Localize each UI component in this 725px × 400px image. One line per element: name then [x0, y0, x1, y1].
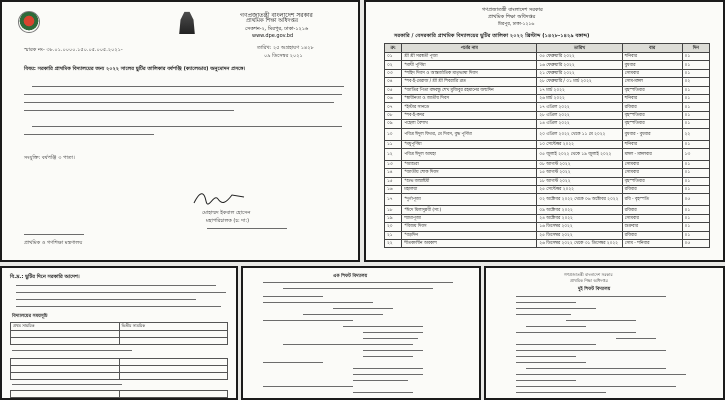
table-cell: ২০ এপ্রিল ২০২২ থেকে ১১ মে ২০২২: [537, 128, 622, 140]
table-row: [385, 140, 710, 148]
table-cell: ২৬ ডিসেম্বর ২০২২ থেকে ৩১ ডিসেম্বর ২০২২: [537, 240, 622, 248]
table-cell: ০৫: [385, 86, 402, 94]
document-page-holiday-table: [364, 0, 725, 262]
table-cell: ২৬ মার্চ ২০২২: [537, 94, 622, 102]
table-cell: ২৪ অক্টোবর ২০২২: [537, 214, 622, 222]
attachment-note: সংযুক্তি: বর্ষপঞ্জি ৩ পাতা।: [24, 155, 75, 161]
table-cell: ১৭: [385, 194, 402, 206]
table-row: [385, 240, 710, 248]
table-cell: মহালয়া: [402, 186, 537, 194]
schedule-table: [10, 322, 228, 345]
table-header-line-2: প্রাথমিক শিক্ষা অধিদপ্তর: [488, 14, 536, 20]
table-row: [385, 120, 710, 128]
table-cell: *শব-ই-কদর: [402, 111, 537, 119]
table-cell: ২২: [682, 128, 709, 140]
table-cell: ১৬: [385, 186, 402, 194]
memo-number: স্মারক নং- ৩৮.০১.০০০০.১৫০.০৫.০০৫.২০২১-: [24, 47, 123, 53]
table-cell: ০১: [682, 177, 709, 185]
table-cell: ১৬ ডিসেম্বর ২০২২: [537, 223, 622, 231]
table-cell: শনিবার: [622, 53, 682, 61]
table-cell: ১০ সেপ্টেম্বর ২০২২: [537, 140, 622, 148]
table-row: [385, 160, 710, 168]
table-cell: *দুর্গাপূজা: [402, 194, 537, 206]
table-cell: ০২: [682, 78, 709, 86]
table-cell: সোমবার: [622, 160, 682, 168]
table-cell: ০২: [385, 61, 402, 69]
table-cell: ০১: [682, 140, 709, 148]
table-cell: ১১: [385, 140, 402, 148]
table-cell: ২২: [385, 240, 402, 248]
table-cell: ০১: [682, 214, 709, 222]
table-cell: ০৪: [385, 78, 402, 86]
table-row: [385, 169, 710, 177]
date-line: তারিখ: ২৫ অগ্রহায়ণ ১৪২৮: [257, 45, 314, 51]
table-cell: পহেলা বৈশাখ: [402, 120, 537, 128]
signature-icon: [192, 189, 247, 207]
subject-line: বিষয়: সরকারি প্রাথমিক বিদ্যালয়ের জন্য ২০২২ সালের ছুটির তালিকার বর্ষপঞ্জি (ক্যালেন্ডার) অনুমোদন প্রসঙ্গে।: [24, 66, 246, 72]
exam-heading: এক শিফট বিদ্যালয়: [333, 274, 368, 279]
schedule-section: বিদ্যালয়ের সময়সূচি: [12, 314, 48, 319]
table-cell: শ্রী শ্রী সরস্বতী পূজা: [402, 53, 537, 61]
table-cell: ০৩: [385, 69, 402, 77]
table-cell: ১৮ আগস্ট ২০২২: [537, 177, 622, 185]
table-cell: ১০: [385, 128, 402, 140]
table-cell: ২৫ সেপ্টেম্বর ২০২২: [537, 186, 622, 194]
table-cell: ০৮ আগস্ট ২০২২: [537, 160, 622, 168]
table-cell: বৃহস্পতিবার: [622, 120, 682, 128]
table-row: [385, 61, 710, 69]
table-row: [385, 69, 710, 77]
table-cell: ০১: [682, 206, 709, 214]
table-cell: ১৪: [385, 169, 402, 177]
table-cell: ১৪ এপ্রিল ২০২২: [537, 120, 622, 128]
table-cell: *জাতির পিতা বঙ্গবন্ধু শেখ মুজিবুর রহমানের জন্মদিন: [402, 86, 537, 94]
table-cell: পবিত্র ঈদুল আযহা: [402, 148, 537, 160]
two-shift-header-1: গণপ্রজাতন্ত্রী বাংলাদেশ সরকার: [564, 272, 613, 277]
table-cell: শীতকালীন অবকাশ: [402, 240, 537, 248]
table-cell: ২৮ ফেব্রুয়ারি / ০১ মার্চ ২০২২: [537, 78, 622, 86]
signature-name: মোহাম্মদ ইকবাল হোসেন: [202, 210, 251, 216]
table-cell: ০১: [682, 186, 709, 194]
table-row: [385, 148, 710, 160]
two-shift-heading: দুই শিফট বিদ্যালয়: [578, 287, 611, 292]
table-row: [385, 214, 710, 222]
table-cell: ০৮: [385, 111, 402, 119]
table-cell: ০১: [682, 223, 709, 231]
table-cell: রবি - বৃহস্পতি: [622, 194, 682, 206]
table-cell: ০২ অক্টোবর ২০২২ থেকে ০৬ অক্টোবর ২০২২: [537, 194, 622, 206]
table-cell: ১৫: [385, 177, 402, 185]
table-cell: দ্বিতীয় সাময়িক: [119, 323, 228, 331]
table-cell: সোম - শনিবার: [622, 240, 682, 248]
column-header: বার: [622, 44, 682, 53]
table-cell: ০১: [682, 69, 709, 77]
letter-website: www.dpe.gov.bd: [252, 33, 294, 39]
table-cell: ১৩: [385, 160, 402, 168]
column-header: ক্র:: [385, 44, 402, 53]
letter-header-line-2: প্রাথমিক শিক্ষা অধিদপ্তর: [246, 18, 298, 24]
table-row: [385, 231, 710, 239]
table-cell: ০৫ ফেব্রুয়ারি ২০২২: [537, 53, 622, 61]
table-cell: শনিবার: [622, 140, 682, 148]
table-cell: ০১: [682, 160, 709, 168]
letter-header-line-1: গণপ্রজাতন্ত্রী বাংলাদেশ সরকার: [240, 12, 313, 19]
table-cell: ০৯ অক্টোবর ২০২২: [537, 206, 622, 214]
letter-header-line-3: সেকশন-২, মিরপুর, ঢাকা-১২১৬: [245, 26, 309, 32]
table-row: [385, 186, 710, 194]
table-cell: ১৯: [385, 214, 402, 222]
notes-heading: বি.দ্র.: ছুটির দিনে সরকারি আদেশ।: [10, 274, 80, 280]
column-header: তারিখ: [537, 44, 622, 53]
document-page-exam-schedule: [241, 266, 481, 400]
table-cell: সোমবার: [622, 69, 682, 77]
table-cell: ২৮ এপ্রিল ২০২২: [537, 111, 622, 119]
table-cell: রবিবার: [622, 231, 682, 239]
table-row: [385, 53, 710, 61]
table-cell: ০১: [682, 53, 709, 61]
table-cell: ০১: [682, 94, 709, 102]
table-row: [385, 86, 710, 94]
table-cell: ০৫: [682, 194, 709, 206]
document-page-notes: [0, 266, 238, 400]
table-cell: *স্বাধীনতা ও জাতীয় দিবস: [402, 94, 537, 102]
table-cell: রবিবার: [622, 206, 682, 214]
table-row: [385, 206, 710, 214]
table-cell: বৃহস্পতিবার: [622, 86, 682, 94]
column-header: দিন: [682, 44, 709, 53]
table-cell: ১২: [385, 148, 402, 160]
table-cell: *জাতীয় শোক দিবস: [402, 169, 537, 177]
second-table: [10, 358, 228, 380]
column-header: পর্বের নাম: [402, 44, 537, 53]
table-cell: *ইস্টার সানডে: [402, 103, 537, 111]
signature-title: মহাপরিচালক (চ: দা:): [206, 218, 250, 224]
holiday-table: [384, 43, 710, 248]
table-cell: প্রথম সাময়িক: [11, 323, 120, 331]
table-cell: শুক্রবার: [622, 223, 682, 231]
table-cell: ০১: [682, 120, 709, 128]
table-cell: শ্যামাপূজা: [402, 214, 537, 222]
table-row: [385, 78, 710, 86]
table-cell: বুধবার - বুধবার: [622, 128, 682, 140]
table-row: [385, 103, 710, 111]
table-cell: ২৫ ডিসেম্বর ২০২২: [537, 231, 622, 239]
table-cell: ০১: [682, 103, 709, 111]
table-cell: সোম-মঙ্গল: [622, 78, 682, 86]
table-cell: ০১: [385, 53, 402, 61]
table-title: সরকারি / বেসরকারি প্রাথমিক বিদ্যালয়ের ছুটির তালিকা ২০২২ খ্রিস্টাব্দ (১৪২৮-১৪২৯ বঙ্গাব্দ): [394, 33, 590, 39]
table-cell: *বিজয় দিবস: [402, 223, 537, 231]
table-row: [385, 194, 710, 206]
table-cell: ০৯: [385, 120, 402, 128]
table-cell: বৃহস্পতিবার: [622, 111, 682, 119]
table-cell: ০১: [682, 111, 709, 119]
table-cell: বৃহস্পতিবার: [622, 177, 682, 185]
table-cell: *মধুপূর্ণিমা: [402, 140, 537, 148]
table-cell: ২১ ফেব্রুয়ারি ২০২২: [537, 69, 622, 77]
table-cell: *ঈদে মিলাদুন্নবী (সা:): [402, 206, 537, 214]
table-row: [385, 177, 710, 185]
table-cell: ১৬ ফেব্রুয়ারি ২০২২: [537, 61, 622, 69]
table-cell: *বড়দিন: [402, 231, 537, 239]
table-cell: ০৫: [682, 240, 709, 248]
two-shift-header-2: প্রাথমিক শিক্ষা অধিদপ্তর: [570, 278, 608, 283]
table-row: [385, 94, 710, 102]
table-cell: ২১: [385, 231, 402, 239]
table-cell: ১৫ আগস্ট ২০২২: [537, 169, 622, 177]
table-row: [385, 111, 710, 119]
table-cell: ০১: [682, 61, 709, 69]
table-cell: ২০: [385, 223, 402, 231]
table-cell: মঙ্গল - মঙ্গলবার: [622, 148, 682, 160]
table-header-row: [385, 44, 710, 53]
table-cell: *মাঘী পূর্ণিমা: [402, 61, 537, 69]
table-cell: সোমবার: [622, 169, 682, 177]
table-cell: বুধবার: [622, 61, 682, 69]
document-page-letter: [0, 0, 360, 262]
document-page-two-shift: [484, 266, 725, 400]
table-cell: ১৩: [682, 148, 709, 160]
table-cell: ০১: [682, 86, 709, 94]
table-cell: রবিবার: [622, 186, 682, 194]
table-row: [385, 128, 710, 140]
table-cell: রবিবার: [622, 103, 682, 111]
table-cell: *শহিদ দিবস ও আন্তর্জাতিক মাতৃভাষা দিবস: [402, 69, 537, 77]
date-line-2: ০৯ ডিসেম্বর ২০২১: [264, 53, 303, 59]
portrait-image: [174, 8, 200, 34]
table-cell: ১৭ এপ্রিল ২০২২: [537, 103, 622, 111]
table-cell: ১৮: [385, 206, 402, 214]
third-table: [10, 390, 228, 398]
table-cell: *শব-ই-মেরাজ / শ্রী শ্রী শিবরাত্রি ব্রত: [402, 78, 537, 86]
table-cell: ০৬: [385, 94, 402, 102]
table-header-line-1: গণপ্রজাতন্ত্রী বাংলাদেশ সরকার: [482, 7, 543, 13]
table-cell: *শুভ জন্মাষ্টমী: [402, 177, 537, 185]
table-header-line-3: মিরপুর, ঢাকা-১২১৬: [498, 22, 535, 27]
table-cell: শনিবার: [622, 94, 682, 102]
table-cell: ০৫ জুলাই ২০২২ থেকে ১৯ জুলাই ২০২২: [537, 148, 622, 160]
table-row: [385, 223, 710, 231]
table-cell: ০৭: [385, 103, 402, 111]
recipient: প্রাথমিক ও গণশিক্ষা মন্ত্রণালয়: [24, 240, 83, 246]
table-cell: ০১: [682, 169, 709, 177]
table-cell: ০১: [682, 231, 709, 239]
table-cell: *আশুরা: [402, 160, 537, 168]
government-seal-icon: [18, 11, 40, 33]
table-cell: ১৭ মার্চ ২০২২: [537, 86, 622, 94]
table-cell: পবিত্র ঈদুল ফিতর, মে দিবস, বুদ্ধ পূর্ণিমা: [402, 128, 537, 140]
table-cell: সোমবার: [622, 214, 682, 222]
